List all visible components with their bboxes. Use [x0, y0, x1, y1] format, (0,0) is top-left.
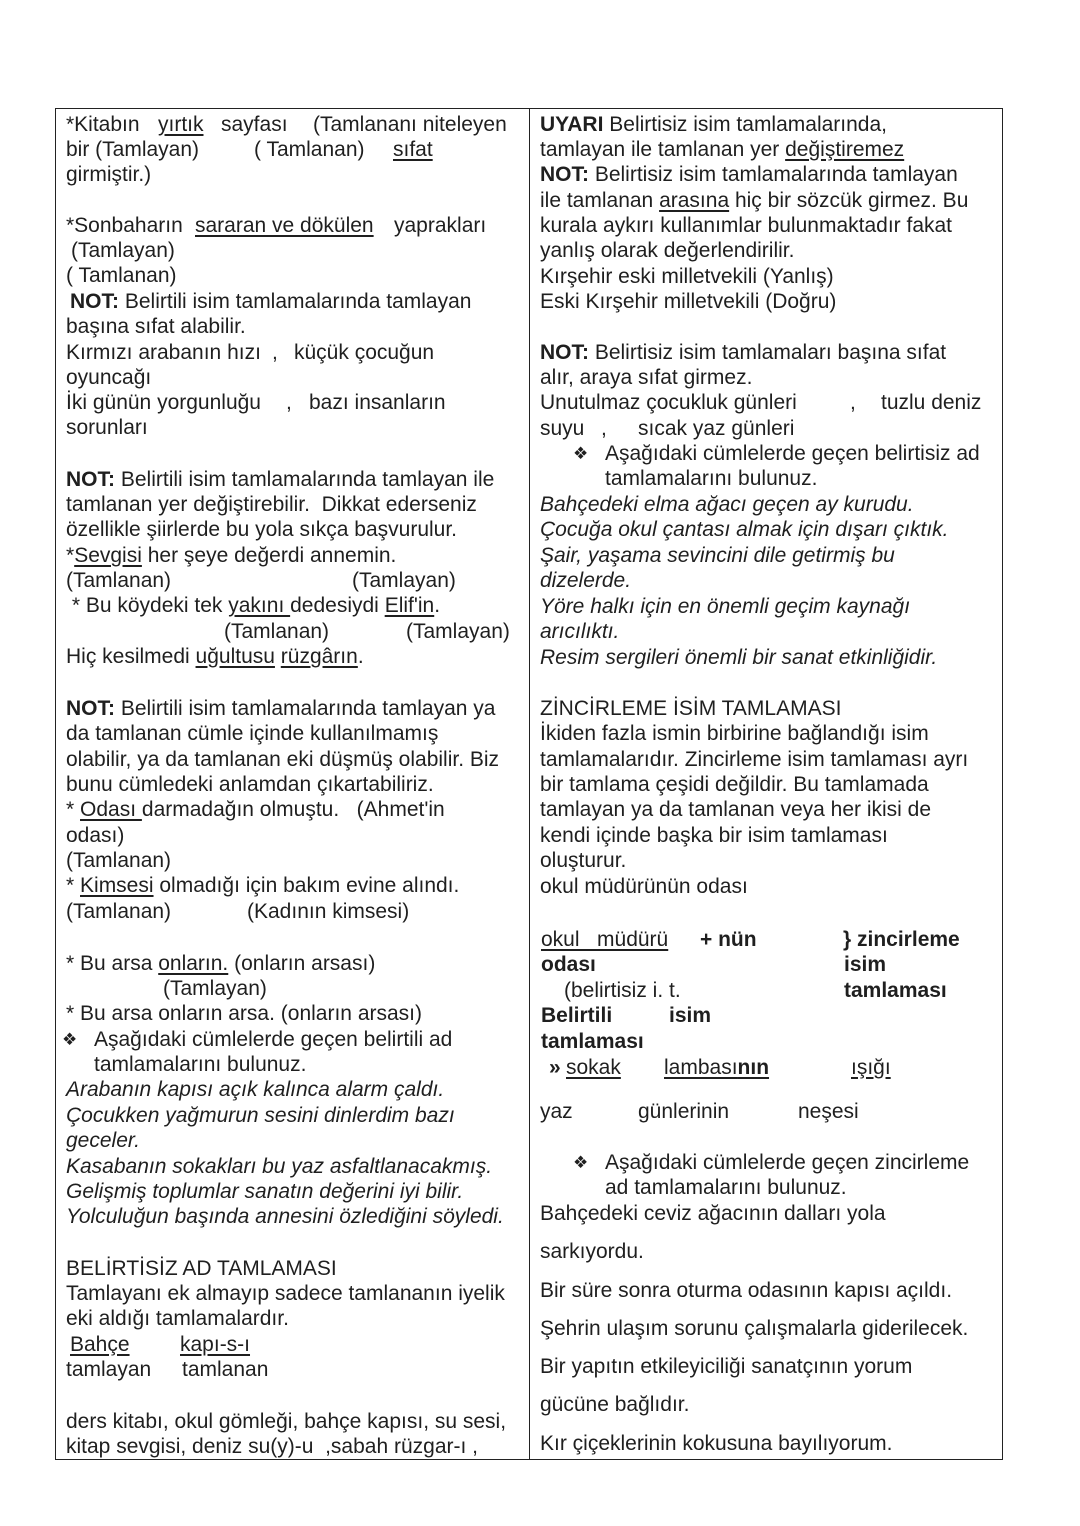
- note-line: kurala aykırı kullanımlar bulunmaktadır fakat: [540, 214, 953, 237]
- example-line: kitap sevgisi, deniz su(y)-u ,sabah rüzgar-ı ,: [66, 1435, 479, 1458]
- diagram-word: neşesi: [798, 1100, 859, 1123]
- diagram-phrase: okul müdürü: [541, 928, 669, 951]
- note-line: İki günün yorgunluğu: [66, 391, 261, 414]
- definition-line: eki aldığı tamlamalardır.: [66, 1307, 289, 1330]
- note-line: küçük çocuğun: [294, 341, 435, 364]
- example-word: sararan ve dökülen: [195, 214, 374, 237]
- example-line: *Kitabın: [66, 113, 140, 136]
- note-line: başına sıfat alabilir.: [66, 315, 246, 338]
- example-line: (Tamlayan): [71, 239, 175, 262]
- exercise-sentence: Çocuğa okul çantası almak için dışarı çıktık.: [540, 518, 949, 541]
- note-line: (Tamlayan): [352, 569, 456, 592]
- section-heading: ZİNCİRLEME İSİM TAMLAMASI: [540, 697, 842, 720]
- diagram-label: (belirtisiz i. t.: [564, 979, 681, 1002]
- diagram-label: isim: [844, 953, 887, 976]
- exercise-sentence: Bir süre sonra oturma odasının kapısı açıldı.: [540, 1279, 953, 1302]
- exercise-sentence: Arabanın kapısı açık kalınca alarm çaldı.: [66, 1078, 445, 1101]
- definition-line: İkiden fazla ismin birbirine bağlandığı isim: [540, 722, 929, 745]
- exercise-sentence: Şehrin ulaşım sorunu çalışmalarla giderilecek.: [540, 1317, 969, 1340]
- diagram-suffix: + nün: [700, 928, 757, 951]
- note-line: özellikle şiirlerde bu yola sıkça başvurulur.: [66, 518, 458, 541]
- note-line: tamlanan yer değiştirebilir. Dikkat ederseniz: [66, 493, 477, 516]
- note-line: (Tamlanan): [66, 900, 172, 923]
- warning-line: UYARI Belirtisiz isim tamlamalarında,: [540, 113, 887, 136]
- note-line: da tamlanan cümle içinde kullanılmamış: [66, 722, 439, 745]
- note-line: Kırmızı arabanın hızı: [66, 341, 261, 364]
- example-line: * Bu arsa onların. (onların arsası): [66, 952, 376, 975]
- example-word: yaprakları: [394, 214, 487, 237]
- worksheet-table: [55, 108, 1003, 1460]
- example-label: tamlanan: [182, 1358, 269, 1381]
- exercise-question: ❖ Aşağıdaki cümlelerde geçen zincirleme: [605, 1150, 969, 1175]
- note-line: (Tamlanan): [66, 569, 172, 592]
- example-line: (Tamlayan): [163, 977, 267, 1000]
- exercise-question: ad tamlamalarını bulunuz.: [605, 1176, 847, 1199]
- example-word: sıfat: [393, 138, 433, 161]
- note-line: oyuncağı: [66, 366, 152, 389]
- note-line: NOT: Belirtili isim tamlamalarında tamlayan ile: [66, 468, 495, 491]
- diagram-word: günlerinin: [638, 1100, 730, 1123]
- exercise-sentence: Kır çiçeklerinin kokusuna bayılıyorum.: [540, 1432, 893, 1455]
- note-line: bunu cümledeki anlamdan çıkartabiliriz.: [66, 773, 434, 796]
- note-line: (Tamlanan): [224, 620, 330, 643]
- exercise-sentence: sarkıyordu.: [540, 1240, 644, 1263]
- example-label: tamlayan: [66, 1358, 152, 1381]
- note-line: ,: [850, 391, 856, 414]
- example-word: yırtık: [158, 113, 204, 136]
- example-line: * Bu arsa onların arsa. (onların arsası): [66, 1002, 422, 1025]
- example-line: bir (Tamlayan): [66, 138, 200, 161]
- example-line: ders kitabı, okul gömleği, bahçe kapısı, su sesi,: [66, 1410, 507, 1433]
- exercise-sentence: dizelerde.: [540, 569, 632, 592]
- exercise-sentence: Çocukken yağmurun sesini dinlerdim bazı: [66, 1104, 455, 1127]
- note-line: * Odası darmadağın olmuştu. (Ahmet'in: [66, 798, 445, 821]
- note-line: ,: [601, 417, 607, 440]
- definition-line: kendi içinde başka bir isim tamlaması: [540, 824, 888, 847]
- note-line: ,: [272, 341, 278, 364]
- warning-line: tamlayan ile tamlanan yer değiştiremez: [540, 138, 905, 161]
- diagram-label: tamlaması: [541, 1030, 644, 1053]
- section-heading: BELİRTİSİZ AD TAMLAMASI: [66, 1257, 337, 1280]
- exercise-sentence: geceler.: [66, 1129, 140, 1152]
- right-column: [530, 109, 1002, 1459]
- diagram-word: odası: [541, 953, 596, 976]
- note-line: (Kadının kimsesi): [247, 900, 410, 923]
- diagram-label: isim: [669, 1004, 712, 1027]
- left-column: [56, 109, 530, 1459]
- arrow-icon: »: [549, 1056, 561, 1079]
- note-line: suyu: [540, 417, 585, 440]
- exercise-sentence: Gelişmiş toplumlar sanatın değerini iyi bilir.: [66, 1180, 464, 1203]
- note-line: Eski Kırşehir milletvekili (Doğru): [540, 290, 837, 313]
- definition-line: okul müdürünün odası: [540, 875, 748, 898]
- definition-line: bir tamlama çeşidi değildir. Bu tamlamada: [540, 773, 929, 796]
- note-line: Unutulmaz çocukluk günleri: [540, 391, 797, 414]
- exercise-sentence: Şair, yaşama sevincini dile getirmiş bu: [540, 544, 895, 567]
- exercise-sentence: Bahçedeki elma ağacı geçen ay kurudu.: [540, 493, 914, 516]
- note-line: NOT: Belirtisiz isim tamlamaları başına sıfat: [540, 341, 947, 364]
- diagram-label: tamlaması: [844, 979, 947, 1002]
- note-line: bazı insanların: [309, 391, 446, 414]
- example-note: (Tamlananı niteleyen: [313, 113, 507, 136]
- exercise-sentence: Resim sergileri önemli bir sanat etkinliğidir.: [540, 646, 938, 669]
- exercise-question: ❖ Aşağıdaki cümlelerde geçen belirtisiz ad: [605, 441, 980, 466]
- note-line: alır, araya sıfat girmez.: [540, 366, 753, 389]
- definition-line: oluşturur.: [540, 849, 627, 872]
- note-line: *Sevgisi her şeye değerdi annemin.: [66, 544, 397, 567]
- exercise-sentence: Bir yapıtın etkileyiciliği sanatçının yorum: [540, 1355, 913, 1378]
- diagram-word: yaz: [540, 1100, 573, 1123]
- note-line: * Kimsesi olmadığı için bakım evine alındı.: [66, 874, 460, 897]
- diagram-word: ışığı: [851, 1056, 891, 1079]
- example-word: Bahçe: [70, 1333, 130, 1356]
- exercise-sentence: Kasabanın sokakları bu yaz asfaltlanacakmış.: [66, 1155, 493, 1178]
- note-line: (Tamlanan): [66, 849, 172, 872]
- note-line: * Bu köydeki tek yakını dedesiydi Elif'in.: [66, 594, 441, 617]
- note-line: olabilir, ya da tamlanan eki düşmüş olabilir. Biz: [66, 748, 500, 771]
- note-line: tuzlu deniz: [881, 391, 982, 414]
- note-line: sıcak yaz günleri: [638, 417, 795, 440]
- example-line: *Sonbaharın: [66, 214, 183, 237]
- definition-line: tamlayan ya da tamlanan veya her ikisi de: [540, 798, 932, 821]
- note-line: Hiç kesilmedi uğultusu rüzgârın.: [66, 645, 364, 668]
- note-line: yanlış olarak değerlendirilir.: [540, 239, 795, 262]
- note-line: NOT: Belirtisiz isim tamlamalarında tamlayan: [540, 163, 958, 186]
- note-line: Kırşehir eski milletvekili (Yanlış): [540, 265, 834, 288]
- diagram-word: lambasının: [664, 1056, 770, 1079]
- exercise-sentence: Bahçedeki ceviz ağacının dalları yola: [540, 1202, 886, 1225]
- example-word: sayfası: [221, 113, 288, 136]
- note-line: NOT: Belirtili isim tamlamalarında tamlayan: [70, 290, 472, 313]
- exercise-sentence: gücüne bağlıdır.: [540, 1393, 690, 1416]
- note-line: ,: [286, 391, 292, 414]
- note-line: ile tamlanan arasına hiç bir sözcük girmez. Bu: [540, 189, 969, 212]
- exercise-sentence: Yöre halkı için en önemli geçim kaynağı: [540, 595, 911, 618]
- example-line: ( Tamlanan): [66, 264, 177, 287]
- diagram-word: sokak: [566, 1056, 621, 1079]
- note-line: NOT: Belirtili isim tamlamalarında tamlayan ya: [66, 697, 496, 720]
- exercise-question: tamlamalarını bulunuz.: [605, 467, 818, 490]
- exercise-sentence: arıcılıktı.: [540, 620, 620, 643]
- exercise-question: ❖ Aşağıdaki cümlelerde geçen belirtili ad: [94, 1027, 452, 1052]
- definition-line: tamlamalarıdır. Zincirleme isim tamlaması ayrı: [540, 748, 969, 771]
- example-line: ( Tamlanan): [254, 138, 365, 161]
- note-line: odası): [66, 824, 125, 847]
- example-line: girmiştir.): [66, 163, 152, 186]
- example-word: kapı-s-ı: [180, 1333, 251, 1356]
- exercise-sentence: Yolculuğun başında annesini özlediğini söyledi.: [66, 1205, 504, 1228]
- diagram-label: Belirtili: [541, 1004, 613, 1027]
- note-line: (Tamlayan): [406, 620, 510, 643]
- exercise-question: tamlamalarını bulunuz.: [94, 1053, 307, 1076]
- diagram-brace: } zincirleme: [843, 928, 960, 951]
- definition-line: Tamlayanı ek almayıp sadece tamlananın iyelik: [66, 1282, 505, 1305]
- note-line: sorunları: [66, 416, 148, 439]
